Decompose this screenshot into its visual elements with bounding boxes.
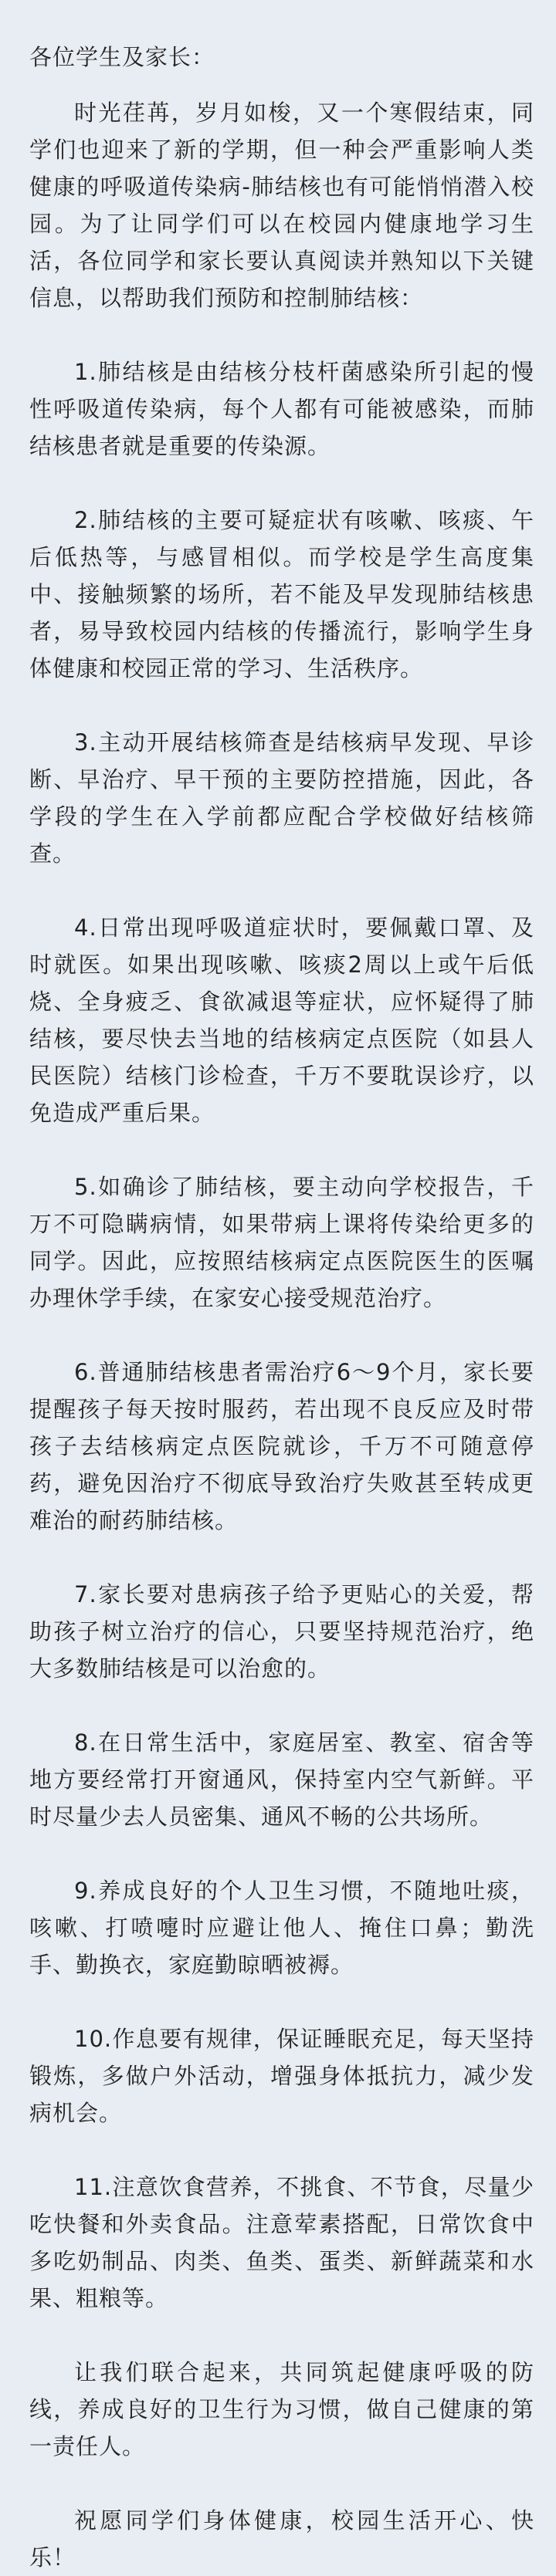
item-paragraph-2: 2.肺结核的主要可疑症状有咳嗽、咳痰、午后低热等，与感冒相似。而学校是学生高度集中、接触频繁的场所，若不能及早发现肺结核患者，易导致校园内结核的传播流行，影响学生身体健康和校园正常的学习、生活秩序。	[29, 507, 534, 681]
closing-call-paragraph: 让我们联合起来，共同筑起健康呼吸的防线，养成良好的卫生行为习惯，做自己健康的第一责任人。	[29, 2359, 534, 2459]
item-paragraph-9: 9.养成良好的个人卫生习惯，不随地吐痰，咳嗽、打喷嚏时应避让他人、掩住口鼻；勤洗手、勤换衣，家庭勤晾晒被褥。	[29, 1878, 534, 1978]
item-paragraph-1: 1.肺结核是由结核分枝杆菌感染所引起的慢性呼吸道传染病，每个人都有可能被感染，而肺结核患者就是重要的传染源。	[29, 359, 534, 459]
item-paragraph-7: 7.家长要对患病孩子给予更贴心的关爱，帮助孩子树立治疗的信心，只要坚持规范治疗，绝大多数肺结核是可以治愈的。	[29, 1581, 534, 1682]
intro-paragraph: 时光荏苒，岁月如梭，又一个寒假结束，同学们也迎来了新的学期，但一种会严重影响人类健康的呼吸道传染病-肺结核也有可能悄悄潜入校园。为了让同学们可以在校园内健康地学习生活，各位同学和家长要认真阅读并熟知以下关键信息，以帮助我们预防和控制肺结核：	[29, 100, 534, 311]
item-paragraph-3: 3.主动开展结核筛查是结核病早发现、早诊断、早治疗、早干预的主要防控措施，因此，各学段的学生在入学前都应配合学校做好结核筛查。	[29, 729, 534, 867]
greeting: 各位学生及家长：	[29, 44, 215, 70]
closing-wish-paragraph: 祝愿同学们身体健康，校园生活开心、快乐！	[29, 2507, 534, 2571]
item-paragraph-5: 5.如确诊了肺结核，要主动向学校报告，千万不可隐瞒病情，如果带病上课将传染给更多的同学。因此，应按照结核病定点医院医生的医嘱办理休学手续，在家安心接受规范治疗。	[29, 1174, 534, 1311]
item-paragraph-10: 10.作息要有规律，保证睡眠充足，每天坚持锻炼，多做户外活动，增强身体抵抗力，减少发病机会。	[29, 2026, 534, 2126]
item-paragraph-4: 4.日常出现呼吸道症状时，要佩戴口罩、及时就医。如果出现咳嗽、咳痰2周以上或午后低烧、全身疲乏、食欲减退等症状，应怀疑得了肺结核，要尽快去当地的结核病定点医院（如县人民医院）结核门诊检查，千万不要耽误诊疗，以免造成严重后果。	[29, 914, 534, 1126]
item-paragraph-8: 8.在日常生活中，家庭居室、教室、宿舍等地方要经常打开窗通风，保持室内空气新鲜。平时尽量少去人员密集、通风不畅的公共场所。	[29, 1729, 534, 1830]
item-paragraph-6: 6.普通肺结核患者需治疗6～9个月，家长要提醒孩子每天按时服药，若出现不良反应及时带孩子去结核病定点医院就诊，千万不可随意停药，避免因治疗不彻底导致治疗失败甚至转成更难治的耐药肺结核。	[29, 1359, 534, 1533]
item-paragraph-11: 11.注意饮食营养，不挑食、不节食，尽量少吃快餐和外卖食品。注意荤素搭配，日常饮食中多吃奶制品、肉类、鱼类、蛋类、新鲜蔬菜和水果、粗粮等。	[29, 2174, 534, 2311]
